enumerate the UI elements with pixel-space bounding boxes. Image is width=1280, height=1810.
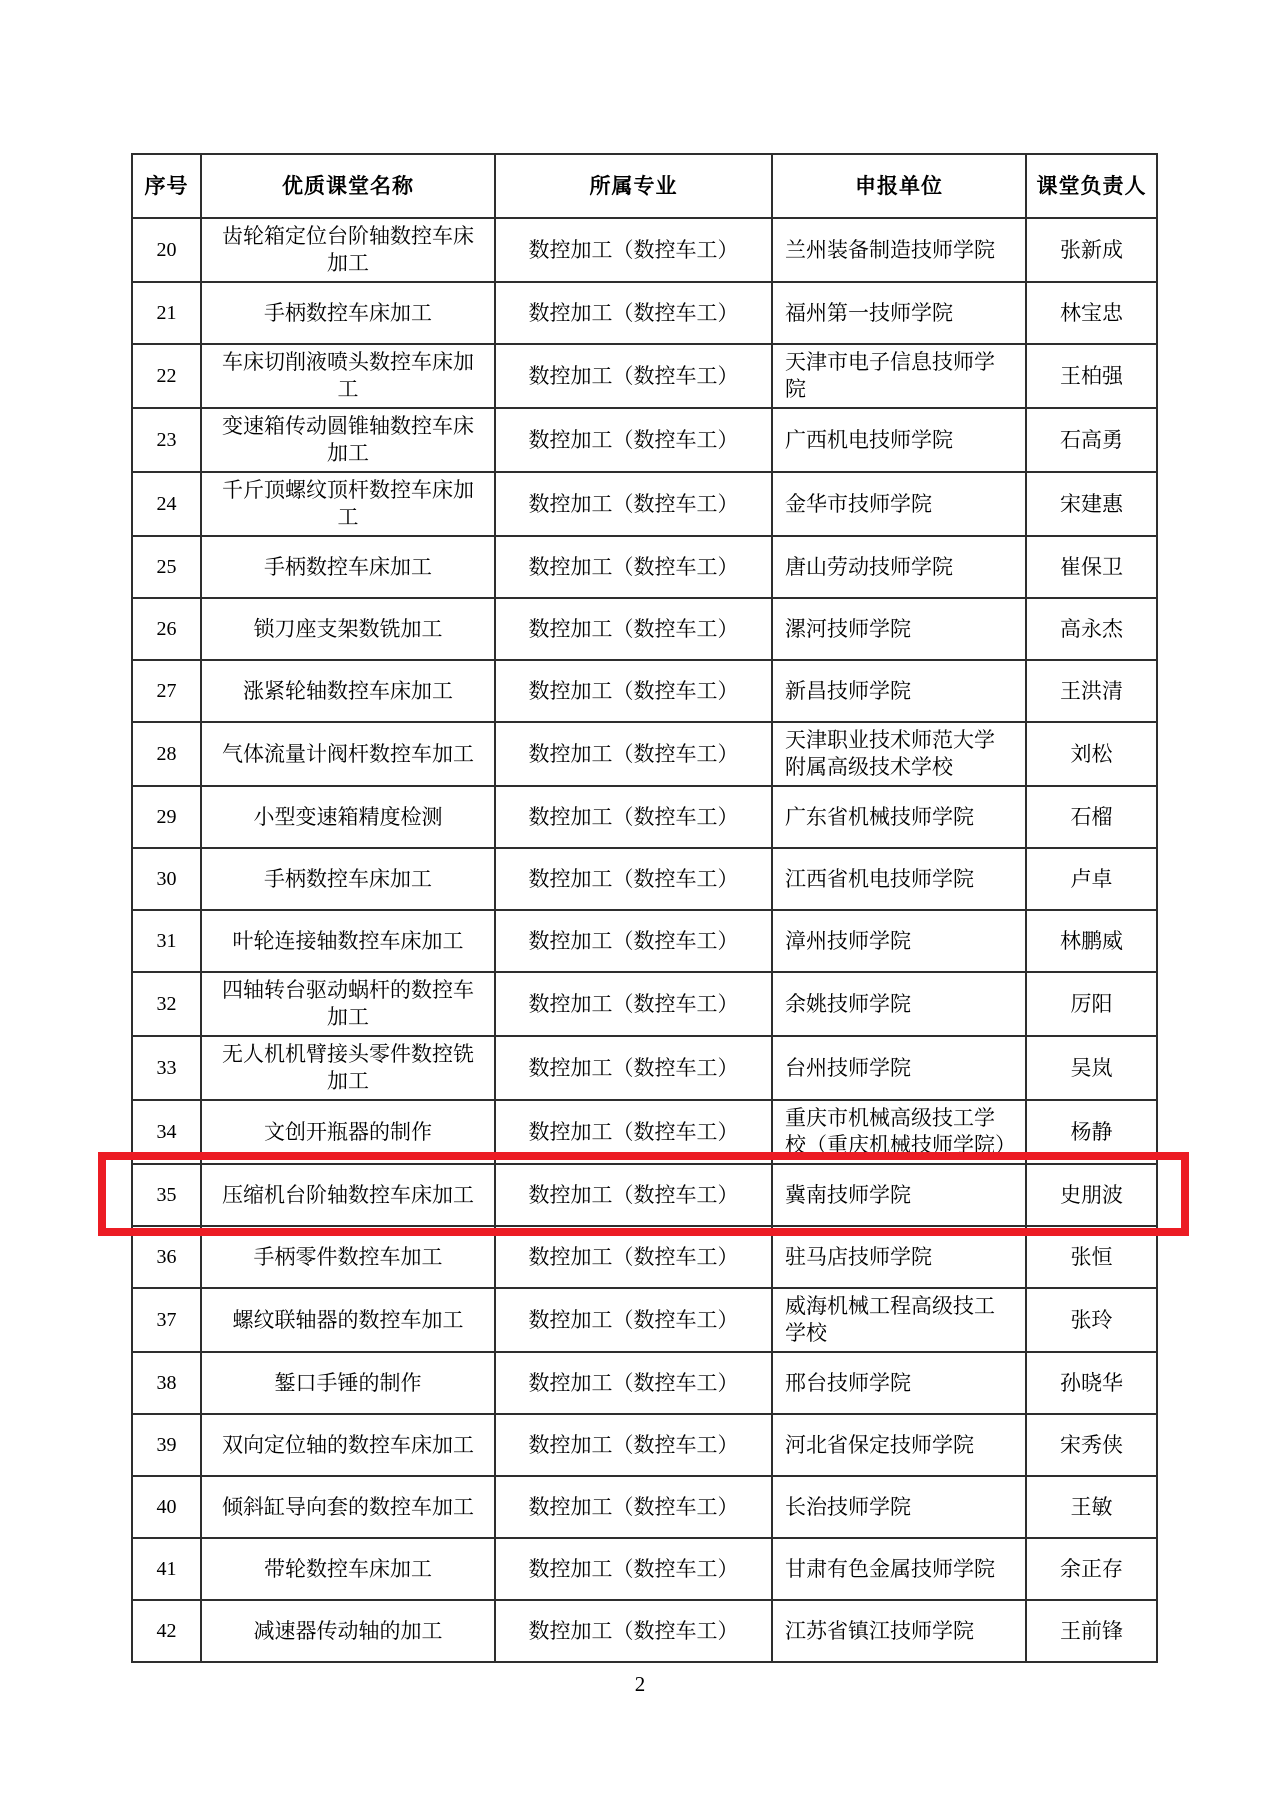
cell-course-name: 文创开瓶器的制作: [201, 1100, 495, 1164]
table-row: [132, 408, 1157, 472]
cell-course-name: 手柄零件数控车加工: [201, 1226, 495, 1288]
table-row: [132, 1352, 1157, 1414]
cell-index: 32: [132, 972, 201, 1036]
cell-unit: 余姚技师学院: [772, 972, 1026, 1036]
cell-course-name: 四轴转台驱动蜗杆的数控车加工: [201, 972, 495, 1036]
cell-unit: 邢台技师学院: [772, 1352, 1026, 1414]
cell-major: 数控加工（数控车工）: [495, 910, 772, 972]
cell-course-name: 千斤顶螺纹顶杆数控车床加工: [201, 472, 495, 536]
page-number: 2: [634, 1672, 646, 1696]
cell-course-name: 无人机机臂接头零件数控铣加工: [201, 1036, 495, 1100]
cell-course-name: 叶轮连接轴数控车床加工: [201, 910, 495, 972]
cell-major: 数控加工（数控车工）: [495, 472, 772, 536]
cell-person: 孙晓华: [1026, 1352, 1157, 1414]
cell-major: 数控加工（数控车工）: [495, 344, 772, 408]
cell-index: 28: [132, 722, 201, 786]
cell-course-name: 錾口手锤的制作: [201, 1352, 495, 1414]
cell-index: 20: [132, 218, 201, 282]
table-row: [132, 1100, 1157, 1164]
cell-major: 数控加工（数控车工）: [495, 1414, 772, 1476]
cell-index: 42: [132, 1600, 201, 1662]
cell-index: 23: [132, 408, 201, 472]
cell-unit: 江西省机电技师学院: [772, 848, 1026, 910]
cell-person: 刘松: [1026, 722, 1157, 786]
cell-index: 30: [132, 848, 201, 910]
table-row: [132, 282, 1157, 344]
cell-major: 数控加工（数控车工）: [495, 1352, 772, 1414]
cell-major: 数控加工（数控车工）: [495, 660, 772, 722]
cell-index: 24: [132, 472, 201, 536]
table-row: [132, 1288, 1157, 1352]
cell-course-name: 螺纹联轴器的数控车加工: [201, 1288, 495, 1352]
cell-person: 厉阳: [1026, 972, 1157, 1036]
cell-index: 21: [132, 282, 201, 344]
cell-major: 数控加工（数控车工）: [495, 1288, 772, 1352]
cell-index: 41: [132, 1538, 201, 1600]
cell-course-name: 小型变速箱精度检测: [201, 786, 495, 848]
cell-index: 40: [132, 1476, 201, 1538]
cell-person: 石高勇: [1026, 408, 1157, 472]
cell-unit: 甘肃有色金属技师学院: [772, 1538, 1026, 1600]
cell-unit: 广西机电技师学院: [772, 408, 1026, 472]
col-header-major: 所属专业: [495, 154, 772, 218]
cell-person: 宋建惠: [1026, 472, 1157, 536]
table-row: [132, 848, 1157, 910]
cell-major: 数控加工（数控车工）: [495, 282, 772, 344]
cell-person: 卢卓: [1026, 848, 1157, 910]
table-row: [132, 218, 1157, 282]
cell-major: 数控加工（数控车工）: [495, 972, 772, 1036]
cell-index: 39: [132, 1414, 201, 1476]
table-row: [132, 1036, 1157, 1100]
cell-major: 数控加工（数控车工）: [495, 848, 772, 910]
cell-index: 36: [132, 1226, 201, 1288]
table-row: [132, 536, 1157, 598]
cell-major: 数控加工（数控车工）: [495, 722, 772, 786]
table-row: [132, 910, 1157, 972]
cell-index: 26: [132, 598, 201, 660]
cell-unit: 冀南技师学院: [772, 1164, 1026, 1226]
cell-person: 杨静: [1026, 1100, 1157, 1164]
cell-major: 数控加工（数控车工）: [495, 1476, 772, 1538]
table-row: [132, 972, 1157, 1036]
table-header-row: [132, 154, 1157, 218]
cell-major: 数控加工（数控车工）: [495, 786, 772, 848]
cell-unit: 新昌技师学院: [772, 660, 1026, 722]
col-header-course-name: 优质课堂名称: [201, 154, 495, 218]
cell-unit: 驻马店技师学院: [772, 1226, 1026, 1288]
cell-person: 王洪清: [1026, 660, 1157, 722]
table-row: [132, 660, 1157, 722]
cell-person: 林宝忠: [1026, 282, 1157, 344]
cell-course-name: 减速器传动轴的加工: [201, 1600, 495, 1662]
cell-person: 张新成: [1026, 218, 1157, 282]
cell-unit: 漯河技师学院: [772, 598, 1026, 660]
cell-major: 数控加工（数控车工）: [495, 1600, 772, 1662]
cell-course-name: 压缩机台阶轴数控车床加工: [201, 1164, 495, 1226]
cell-index: 37: [132, 1288, 201, 1352]
table-row: [132, 1538, 1157, 1600]
cell-course-name: 变速箱传动圆锥轴数控车床加工: [201, 408, 495, 472]
cell-unit: 天津职业技术师范大学附属高级技术学校: [772, 722, 1026, 786]
cell-major: 数控加工（数控车工）: [495, 598, 772, 660]
cell-index: 22: [132, 344, 201, 408]
cell-unit: 兰州装备制造技师学院: [772, 218, 1026, 282]
cell-major: 数控加工（数控车工）: [495, 218, 772, 282]
cell-unit: 威海机械工程高级技工学校: [772, 1288, 1026, 1352]
cell-index: 35: [132, 1164, 201, 1226]
cell-course-name: 车床切削液喷头数控车床加工: [201, 344, 495, 408]
cell-person: 余正存: [1026, 1538, 1157, 1600]
cell-course-name: 涨紧轮轴数控车床加工: [201, 660, 495, 722]
table-body: [132, 218, 1157, 1662]
table-row: [132, 344, 1157, 408]
cell-unit: 漳州技师学院: [772, 910, 1026, 972]
cell-unit: 唐山劳动技师学院: [772, 536, 1026, 598]
cell-index: 34: [132, 1100, 201, 1164]
cell-person: 高永杰: [1026, 598, 1157, 660]
courses-table: [131, 153, 1158, 1663]
cell-major: 数控加工（数控车工）: [495, 1036, 772, 1100]
cell-person: 史朋波: [1026, 1164, 1157, 1226]
cell-unit: 广东省机械技师学院: [772, 786, 1026, 848]
table-row: [132, 786, 1157, 848]
cell-major: 数控加工（数控车工）: [495, 1226, 772, 1288]
table-row: [132, 1226, 1157, 1288]
table-row: [132, 722, 1157, 786]
cell-person: 王敏: [1026, 1476, 1157, 1538]
cell-course-name: 手柄数控车床加工: [201, 848, 495, 910]
cell-unit: 台州技师学院: [772, 1036, 1026, 1100]
cell-course-name: 倾斜缸导向套的数控车加工: [201, 1476, 495, 1538]
cell-major: 数控加工（数控车工）: [495, 1164, 772, 1226]
cell-index: 25: [132, 536, 201, 598]
cell-course-name: 手柄数控车床加工: [201, 282, 495, 344]
table-row: [132, 1476, 1157, 1538]
cell-person: 张玲: [1026, 1288, 1157, 1352]
cell-course-name: 气体流量计阀杆数控车加工: [201, 722, 495, 786]
cell-index: 27: [132, 660, 201, 722]
cell-person: 王前锋: [1026, 1600, 1157, 1662]
cell-unit: 天津市电子信息技师学院: [772, 344, 1026, 408]
cell-person: 石榴: [1026, 786, 1157, 848]
cell-person: 林鹏威: [1026, 910, 1157, 972]
table-row: [132, 598, 1157, 660]
cell-index: 29: [132, 786, 201, 848]
table-row: [132, 472, 1157, 536]
cell-person: 吴岚: [1026, 1036, 1157, 1100]
col-header-index: 序号: [132, 154, 201, 218]
cell-major: 数控加工（数控车工）: [495, 536, 772, 598]
cell-major: 数控加工（数控车工）: [495, 408, 772, 472]
cell-index: 33: [132, 1036, 201, 1100]
cell-course-name: 双向定位轴的数控车床加工: [201, 1414, 495, 1476]
cell-unit: 河北省保定技师学院: [772, 1414, 1026, 1476]
col-header-person: 课堂负责人: [1026, 154, 1157, 218]
col-header-unit: 申报单位: [772, 154, 1026, 218]
cell-course-name: 手柄数控车床加工: [201, 536, 495, 598]
cell-unit: 重庆市机械高级技工学校（重庆机械技师学院）: [772, 1100, 1026, 1164]
cell-unit: 江苏省镇江技师学院: [772, 1600, 1026, 1662]
cell-major: 数控加工（数控车工）: [495, 1538, 772, 1600]
cell-course-name: 带轮数控车床加工: [201, 1538, 495, 1600]
cell-unit: 长治技师学院: [772, 1476, 1026, 1538]
cell-index: 38: [132, 1352, 201, 1414]
cell-person: 宋秀侠: [1026, 1414, 1157, 1476]
cell-person: 崔保卫: [1026, 536, 1157, 598]
cell-person: 王柏强: [1026, 344, 1157, 408]
cell-major: 数控加工（数控车工）: [495, 1100, 772, 1164]
cell-course-name: 锁刀座支架数铣加工: [201, 598, 495, 660]
cell-unit: 福州第一技师学院: [772, 282, 1026, 344]
cell-person: 张恒: [1026, 1226, 1157, 1288]
cell-course-name: 齿轮箱定位台阶轴数控车床加工: [201, 218, 495, 282]
table-row-highlighted: [132, 1164, 1157, 1226]
cell-unit: 金华市技师学院: [772, 472, 1026, 536]
table-row: [132, 1600, 1157, 1662]
cell-index: 31: [132, 910, 201, 972]
table-row: [132, 1414, 1157, 1476]
